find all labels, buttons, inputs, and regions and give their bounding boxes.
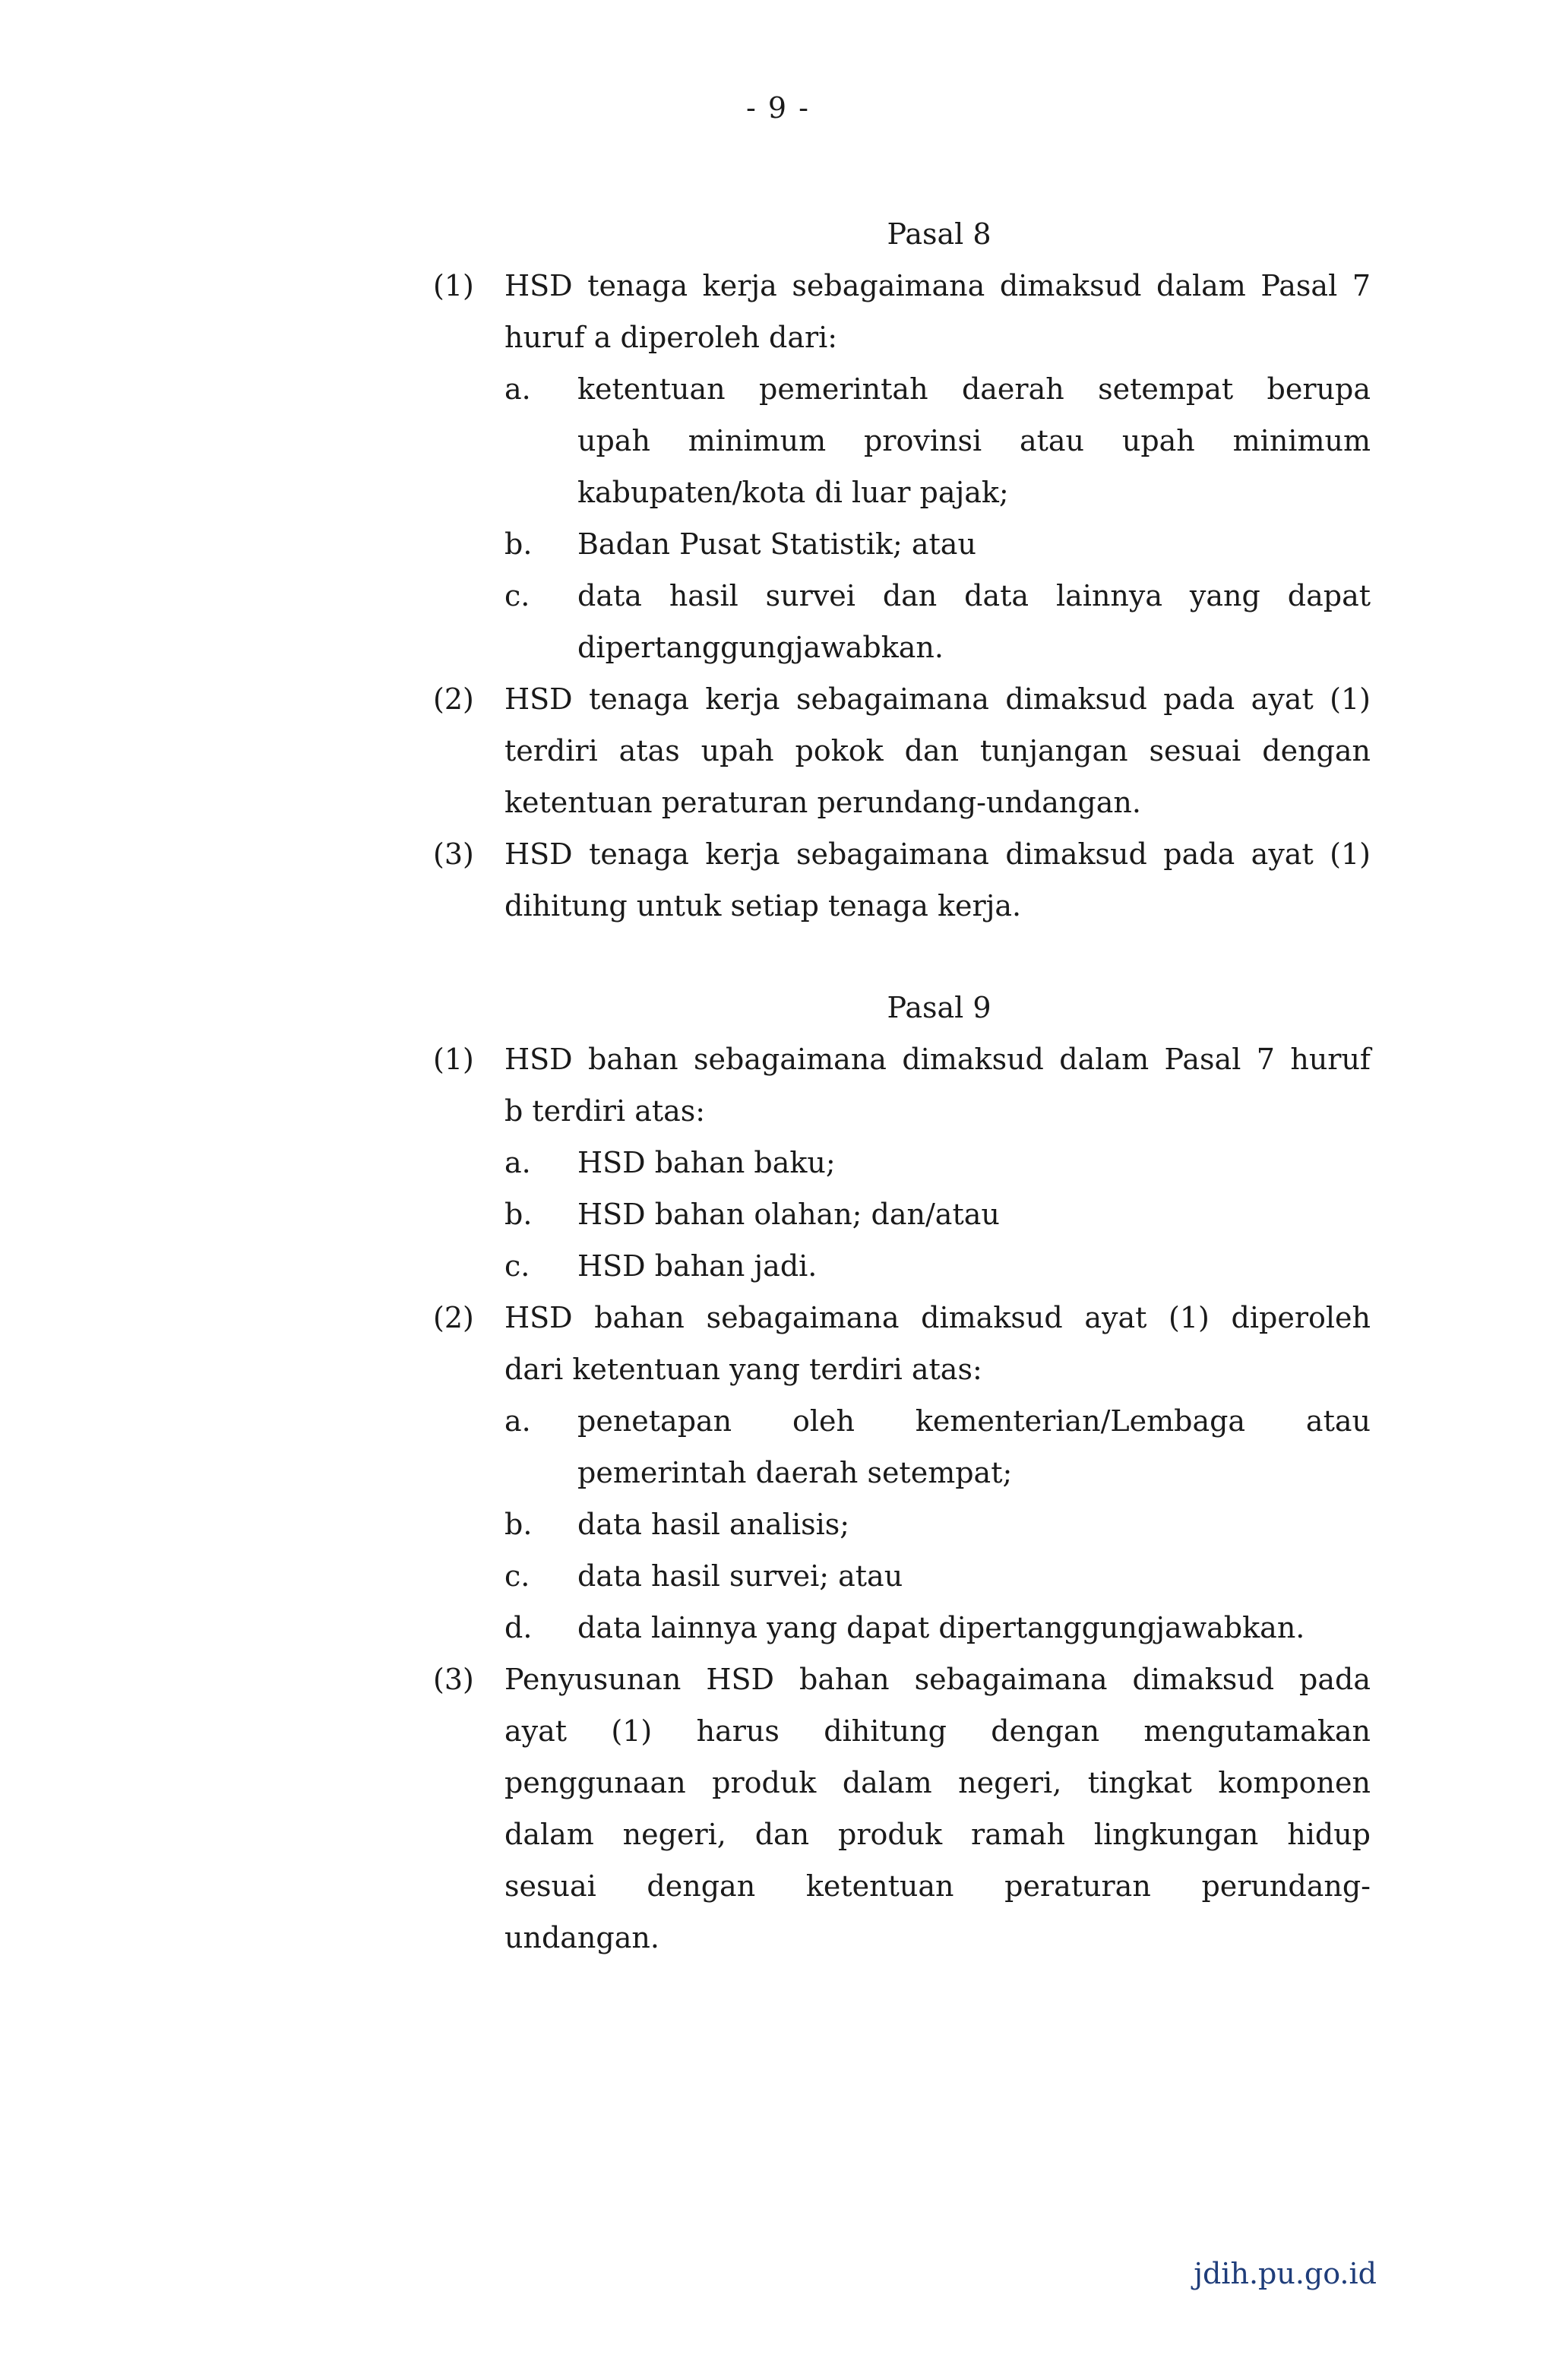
list-item-label: b. <box>504 527 533 561</box>
list-item-text: data hasil survei; atau <box>577 1559 903 1593</box>
list-item-label: a. <box>504 1404 531 1438</box>
list-item-text: upah minimum provinsi atau upah minimum <box>577 424 1371 457</box>
list-item-text: data lainnya yang dapat dipertanggungjawabkan. <box>577 1611 1305 1644</box>
list-item-text: Badan Pusat Statistik; atau <box>577 527 976 561</box>
pasal-8-ayat-2-text: terdiri atas upah pokok dan tunjangan sesuai dengan <box>504 734 1371 767</box>
list-item-text: HSD bahan jadi. <box>577 1249 818 1283</box>
pasal-9-ayat-1-text: HSD bahan sebagaimana dimaksud dalam Pasal 7 huruf <box>504 1043 1371 1076</box>
page-number: - 9 - <box>745 91 810 125</box>
list-item-text: dipertanggungjawabkan. <box>577 631 944 664</box>
list-item-label: d. <box>504 1611 533 1644</box>
list-item-text: HSD bahan baku; <box>577 1146 836 1179</box>
pasal-9-title: Pasal 9 <box>887 991 991 1024</box>
list-item-text: kabupaten/kota di luar pajak; <box>577 476 1009 509</box>
pasal-8-ayat-1-number: (1) <box>433 269 474 302</box>
list-item-label: b. <box>504 1198 533 1231</box>
pasal-9-ayat-3-text: penggunaan produk dalam negeri, tingkat komponen <box>504 1766 1371 1799</box>
list-item-text: data hasil survei dan data lainnya yang dapat <box>577 579 1371 612</box>
list-item-label: c. <box>504 1249 530 1283</box>
list-item-label: a. <box>504 1146 531 1179</box>
list-item-text: pemerintah daerah setempat; <box>577 1456 1013 1489</box>
list-item-text: penetapan oleh kementerian/Lembaga atau <box>577 1404 1371 1438</box>
pasal-8-ayat-3-text: HSD tenaga kerja sebagaimana dimaksud pada ayat (1) <box>504 837 1371 871</box>
pasal-9-ayat-3-text: ayat (1) harus dihitung dengan mengutamakan <box>504 1714 1371 1748</box>
pasal-8-ayat-2-text: ketentuan peraturan perundang-undangan. <box>504 786 1141 819</box>
pasal-8-ayat-2-text: HSD tenaga kerja sebagaimana dimaksud pada ayat (1) <box>504 682 1371 716</box>
pasal-9-ayat-2-text: HSD bahan sebagaimana dimaksud ayat (1) diperoleh <box>504 1301 1371 1334</box>
pasal-8-ayat-2-number: (2) <box>433 682 474 716</box>
pasal-9-ayat-3-text: Penyusunan HSD bahan sebagaimana dimaksud pada <box>504 1663 1371 1696</box>
list-item-text: data hasil analisis; <box>577 1508 850 1541</box>
pasal-8-ayat-1-text: HSD tenaga kerja sebagaimana dimaksud dalam Pasal 7 <box>504 269 1371 302</box>
pasal-9-ayat-1-number: (1) <box>433 1043 474 1076</box>
list-item-text: HSD bahan olahan; dan/atau <box>577 1198 1000 1231</box>
pasal-9-ayat-3-number: (3) <box>433 1663 474 1696</box>
pasal-8-ayat-1-text: huruf a diperoleh dari: <box>504 321 838 354</box>
list-item-text: ketentuan pemerintah daerah setempat berupa <box>577 372 1371 406</box>
pasal-8-ayat-3-text: dihitung untuk setiap tenaga kerja. <box>504 889 1022 923</box>
pasal-9-ayat-2-number: (2) <box>433 1301 474 1334</box>
pasal-8-title: Pasal 8 <box>887 217 991 251</box>
pasal-9-ayat-3-text: undangan. <box>504 1921 659 1954</box>
list-item-label: b. <box>504 1508 533 1541</box>
pasal-9-ayat-2-text: dari ketentuan yang terdiri atas: <box>504 1353 982 1386</box>
pasal-9-ayat-1-text: b terdiri atas: <box>504 1094 706 1128</box>
list-item-label: c. <box>504 579 530 612</box>
list-item-label: c. <box>504 1559 530 1593</box>
footer-link[interactable]: jdih.pu.go.id <box>1194 2257 1377 2290</box>
pasal-9-ayat-3-text: dalam negeri, dan produk ramah lingkungan hidup <box>504 1818 1371 1851</box>
pasal-9-ayat-3-text: sesuai dengan ketentuan peraturan perundang- <box>504 1869 1371 1903</box>
list-item-label: a. <box>504 372 531 406</box>
pasal-8-ayat-3-number: (3) <box>433 837 474 871</box>
